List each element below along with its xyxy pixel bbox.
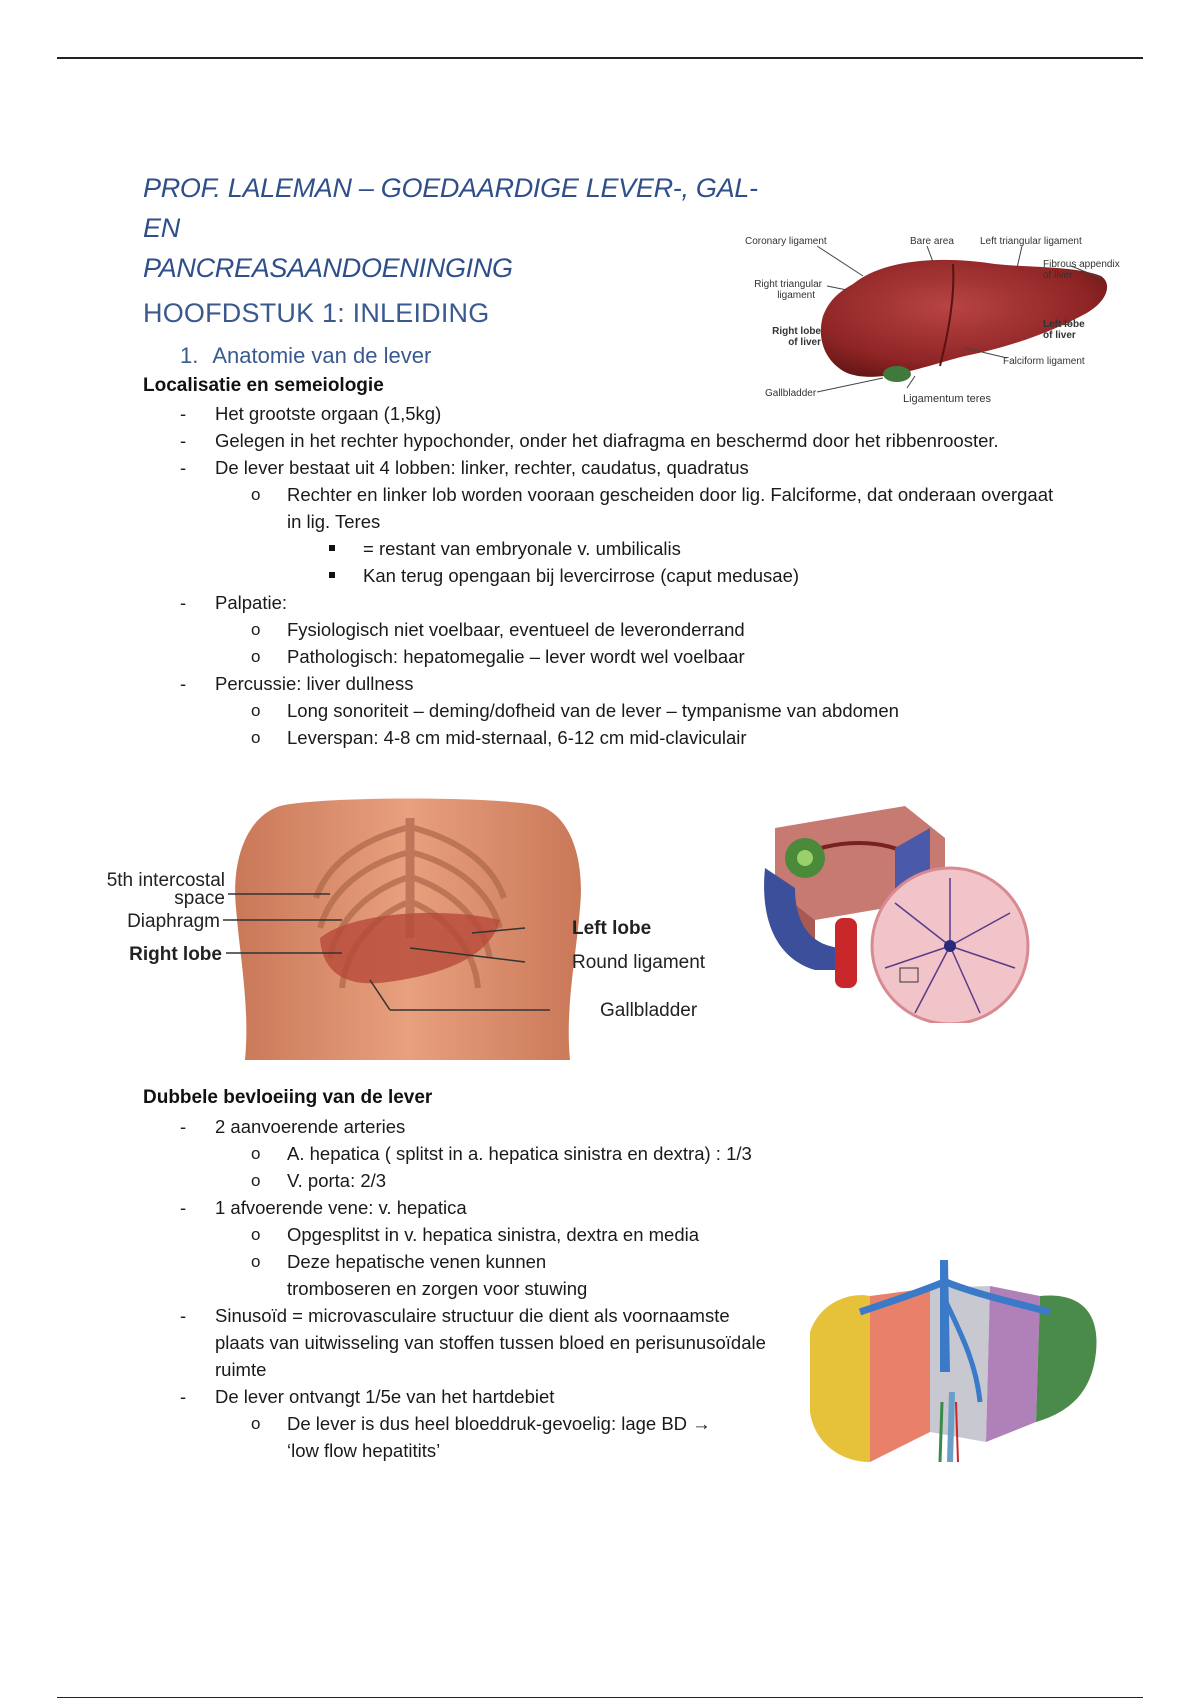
label-fibrous-appendix: Fibrous appendix <box>1043 259 1120 270</box>
section-heading <box>180 343 431 369</box>
list-item: - Percussie: liver dullness o Long sonoriteit – deming/dofheid van de lever – tympanisme van abdomen o Leverspan: 4-8 cm mid-sternaal, 6-12 cm mid-claviculair <box>143 670 1063 751</box>
localisatie-list <box>143 400 1063 751</box>
bevloeiing-list <box>143 1113 793 1464</box>
list-item: - De lever ontvangt 1/5e van het hartdebiet o De lever is dus heel bloeddruk-gevoelig: lage BD → ‘low flow hepatitits’ <box>143 1383 793 1464</box>
title-line-2: PANCREASAANDOENINGING <box>143 253 513 283</box>
list-item: o Long sonoriteit – deming/dofheid van de lever – tympanisme van abdomen <box>215 697 1063 724</box>
liver-anterior-figure <box>735 226 1130 412</box>
label-left-lobe: Left lobe <box>1043 319 1085 330</box>
page-top-rule <box>57 57 1143 59</box>
label-gallbladder: Gallbladder <box>600 1000 698 1021</box>
label-left-triangular-ligament: Left triangular ligament <box>980 236 1082 247</box>
document-title <box>143 168 783 288</box>
section-title: Anatomie van de lever <box>212 343 432 368</box>
list-item: - 1 afvoerende vene: v. hepatica o Opgesplitst in v. hepatica sinistra, dextra en media o Deze hepatische venen kunnen tromboseren en zorgen voor stuwing <box>143 1194 793 1302</box>
title-line-1: PROF. LALEMAN – GOEDAARDIGE LEVER-, GAL- EN <box>143 173 758 243</box>
list-item: o V. porta: 2/3 <box>215 1167 793 1194</box>
list-item: = restant van embryonale v. umbilicalis <box>287 535 1063 562</box>
list-item: o A. hepatica ( splitst in a. hepatica sinistra en dextra) : 1/3 <box>215 1140 793 1167</box>
page-bottom-rule <box>57 1697 1143 1698</box>
list-item: - De lever bestaat uit 4 lobben: linker, rechter, caudatus, quadratus o Rechter en linker lob worden vooraan gescheiden door lig. Falciforme, dat onderaan overgaat in lig. Teres = restant van embryonale v. umbilicalis Kan terug opengaan bij levercirrose (caput medusae) <box>143 454 1063 589</box>
list-item: - 2 aanvoerende arteries o A. hepatica ( splitst in a. hepatica sinistra en dextra) : 1/3 o V. porta: 2/3 <box>143 1113 793 1194</box>
list-item: - Palpatie: o Fysiologisch niet voelbaar, eventueel de leveronderrand o Pathologisch: hepatomegalie – lever wordt wel voelbaar <box>143 589 1063 670</box>
label-right-lobe-2: of liver <box>788 337 821 348</box>
label-round-ligament: Round ligament <box>572 952 706 973</box>
label-bare-area: Bare area <box>910 236 954 247</box>
label-coronary-ligament: Coronary ligament <box>745 236 827 247</box>
list-item: o Leverspan: 4-8 cm mid-sternaal, 6-12 cm mid-claviculair <box>215 724 1063 751</box>
section-number: 1. <box>180 343 199 368</box>
label-right-triangular: Right triangular <box>754 279 822 290</box>
liver-segments-figure <box>800 1252 1105 1477</box>
label-left-lobe-2: of liver <box>1043 330 1076 341</box>
label-right-lobe: Right lobe <box>772 326 821 337</box>
list-item: Kan terug opengaan bij levercirrose (caput medusae) <box>287 562 1063 589</box>
label-right-lobe: Right lobe <box>129 944 222 965</box>
label-falciform-ligament: Falciform ligament <box>1003 356 1085 367</box>
list-item: o Deze hepatische venen kunnen tromboseren en zorgen voor stuwing <box>215 1248 793 1302</box>
list-item: o Opgesplitst in v. hepatica sinistra, dextra en media <box>215 1221 793 1248</box>
list-item: - Het grootste orgaan (1,5kg) <box>143 400 1063 427</box>
label-diaphragm: Diaphragm <box>127 911 220 932</box>
list-item: o Pathologisch: hepatomegalie – lever wordt wel voelbaar <box>215 643 1063 670</box>
liver-lobule-figure <box>755 798 1045 1023</box>
list-item: o Rechter en linker lob worden vooraan gescheiden door lig. Falciforme, dat onderaan overgaat in lig. Teres = restant van embryonale v. umbilicalis Kan terug opengaan bij levercirrose (caput medusae) <box>215 481 1063 589</box>
list-item: o Fysiologisch niet voelbaar, eventueel de leveronderrand <box>215 616 1063 643</box>
chapter-heading: HOOFDSTUK 1: INLEIDING <box>143 298 490 328</box>
label-right-triangular-2: ligament <box>777 290 815 301</box>
label-5th-intercostal-space-2: space <box>174 888 225 909</box>
list-item: - Sinusoïd = microvasculaire structuur die dient als voornaamste plaats van uitwisseling van stoffen tussen bloed en perisunusoïdale ruimte <box>143 1302 793 1383</box>
label-gallbladder: Gallbladder <box>765 388 817 399</box>
localisatie-heading: Localisatie en semeiologie <box>143 375 384 396</box>
list-item: o De lever is dus heel bloeddruk-gevoelig: lage BD → ‘low flow hepatitits’ <box>215 1410 793 1464</box>
bevloeiing-heading: Dubbele bevloeiing van de lever <box>143 1087 433 1108</box>
torso-liver-figure <box>80 798 740 1060</box>
gallbladder-shape <box>883 366 911 382</box>
list-item: - Gelegen in het rechter hypochonder, onder het diafragma en beschermd door het ribbenrooster. <box>143 427 1063 454</box>
label-5th-intercostal-space: 5th intercostal <box>106 870 225 891</box>
label-fibrous-appendix-2: of liver <box>1043 270 1073 281</box>
label-left-lobe: Left lobe <box>572 918 652 939</box>
label-ligamentum-teres: Ligamentum teres <box>903 393 992 405</box>
